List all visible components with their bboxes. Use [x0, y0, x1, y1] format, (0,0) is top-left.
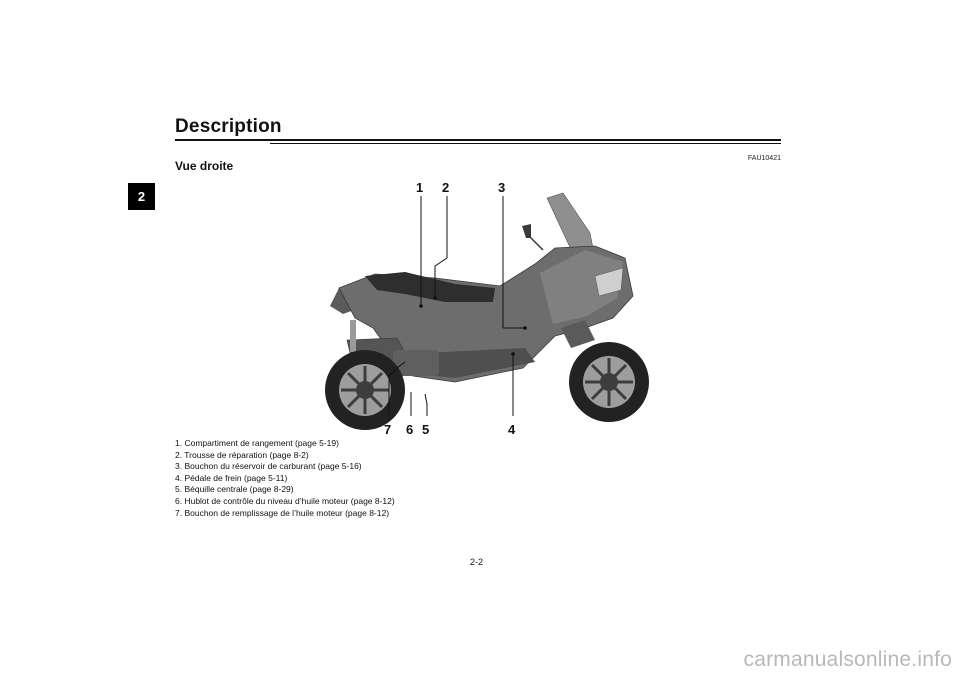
scooter-illustration [295, 178, 665, 440]
section-title: Vue droite [175, 159, 234, 173]
callout-3: 3 [498, 180, 506, 195]
callout-7: 7 [384, 422, 392, 437]
legend-item: 3. Bouchon du réservoir de carburant (page 5-16) [175, 461, 362, 472]
legend-item: 7. Bouchon de remplissage de l’huile moteur (page 8-12) [175, 507, 390, 518]
scooter-drawing [325, 193, 649, 430]
legend-item: 6. Hublot de contrôle du niveau d’huile moteur (page 8-12) [175, 495, 395, 506]
callout-1: 1 [416, 180, 424, 195]
legend-item: 1. Compartiment de rangement (page 5-19) [175, 438, 339, 448]
parts-legend [175, 438, 395, 519]
callout-2: 2 [442, 180, 450, 195]
legend-item: 4. Pédale de frein (page 5-11) [175, 472, 288, 483]
callout-5: 5 [422, 422, 430, 437]
document-code: FAU10421 [747, 155, 781, 162]
legend-item: 5. Béquille centrale (page 8-29) [175, 484, 294, 495]
page-number: 2-2 [470, 557, 484, 567]
title-rule-thin [270, 143, 781, 144]
callout-4: 4 [508, 422, 516, 437]
watermark: carmanualsonline.info [743, 648, 952, 671]
chapter-title: Description [175, 116, 282, 137]
title-rule [175, 139, 781, 141]
legend-item: 2. Trousse de réparation (page 8-2) [175, 449, 309, 460]
chapter-tab: 2 [128, 183, 155, 210]
callout-6: 6 [406, 422, 414, 437]
